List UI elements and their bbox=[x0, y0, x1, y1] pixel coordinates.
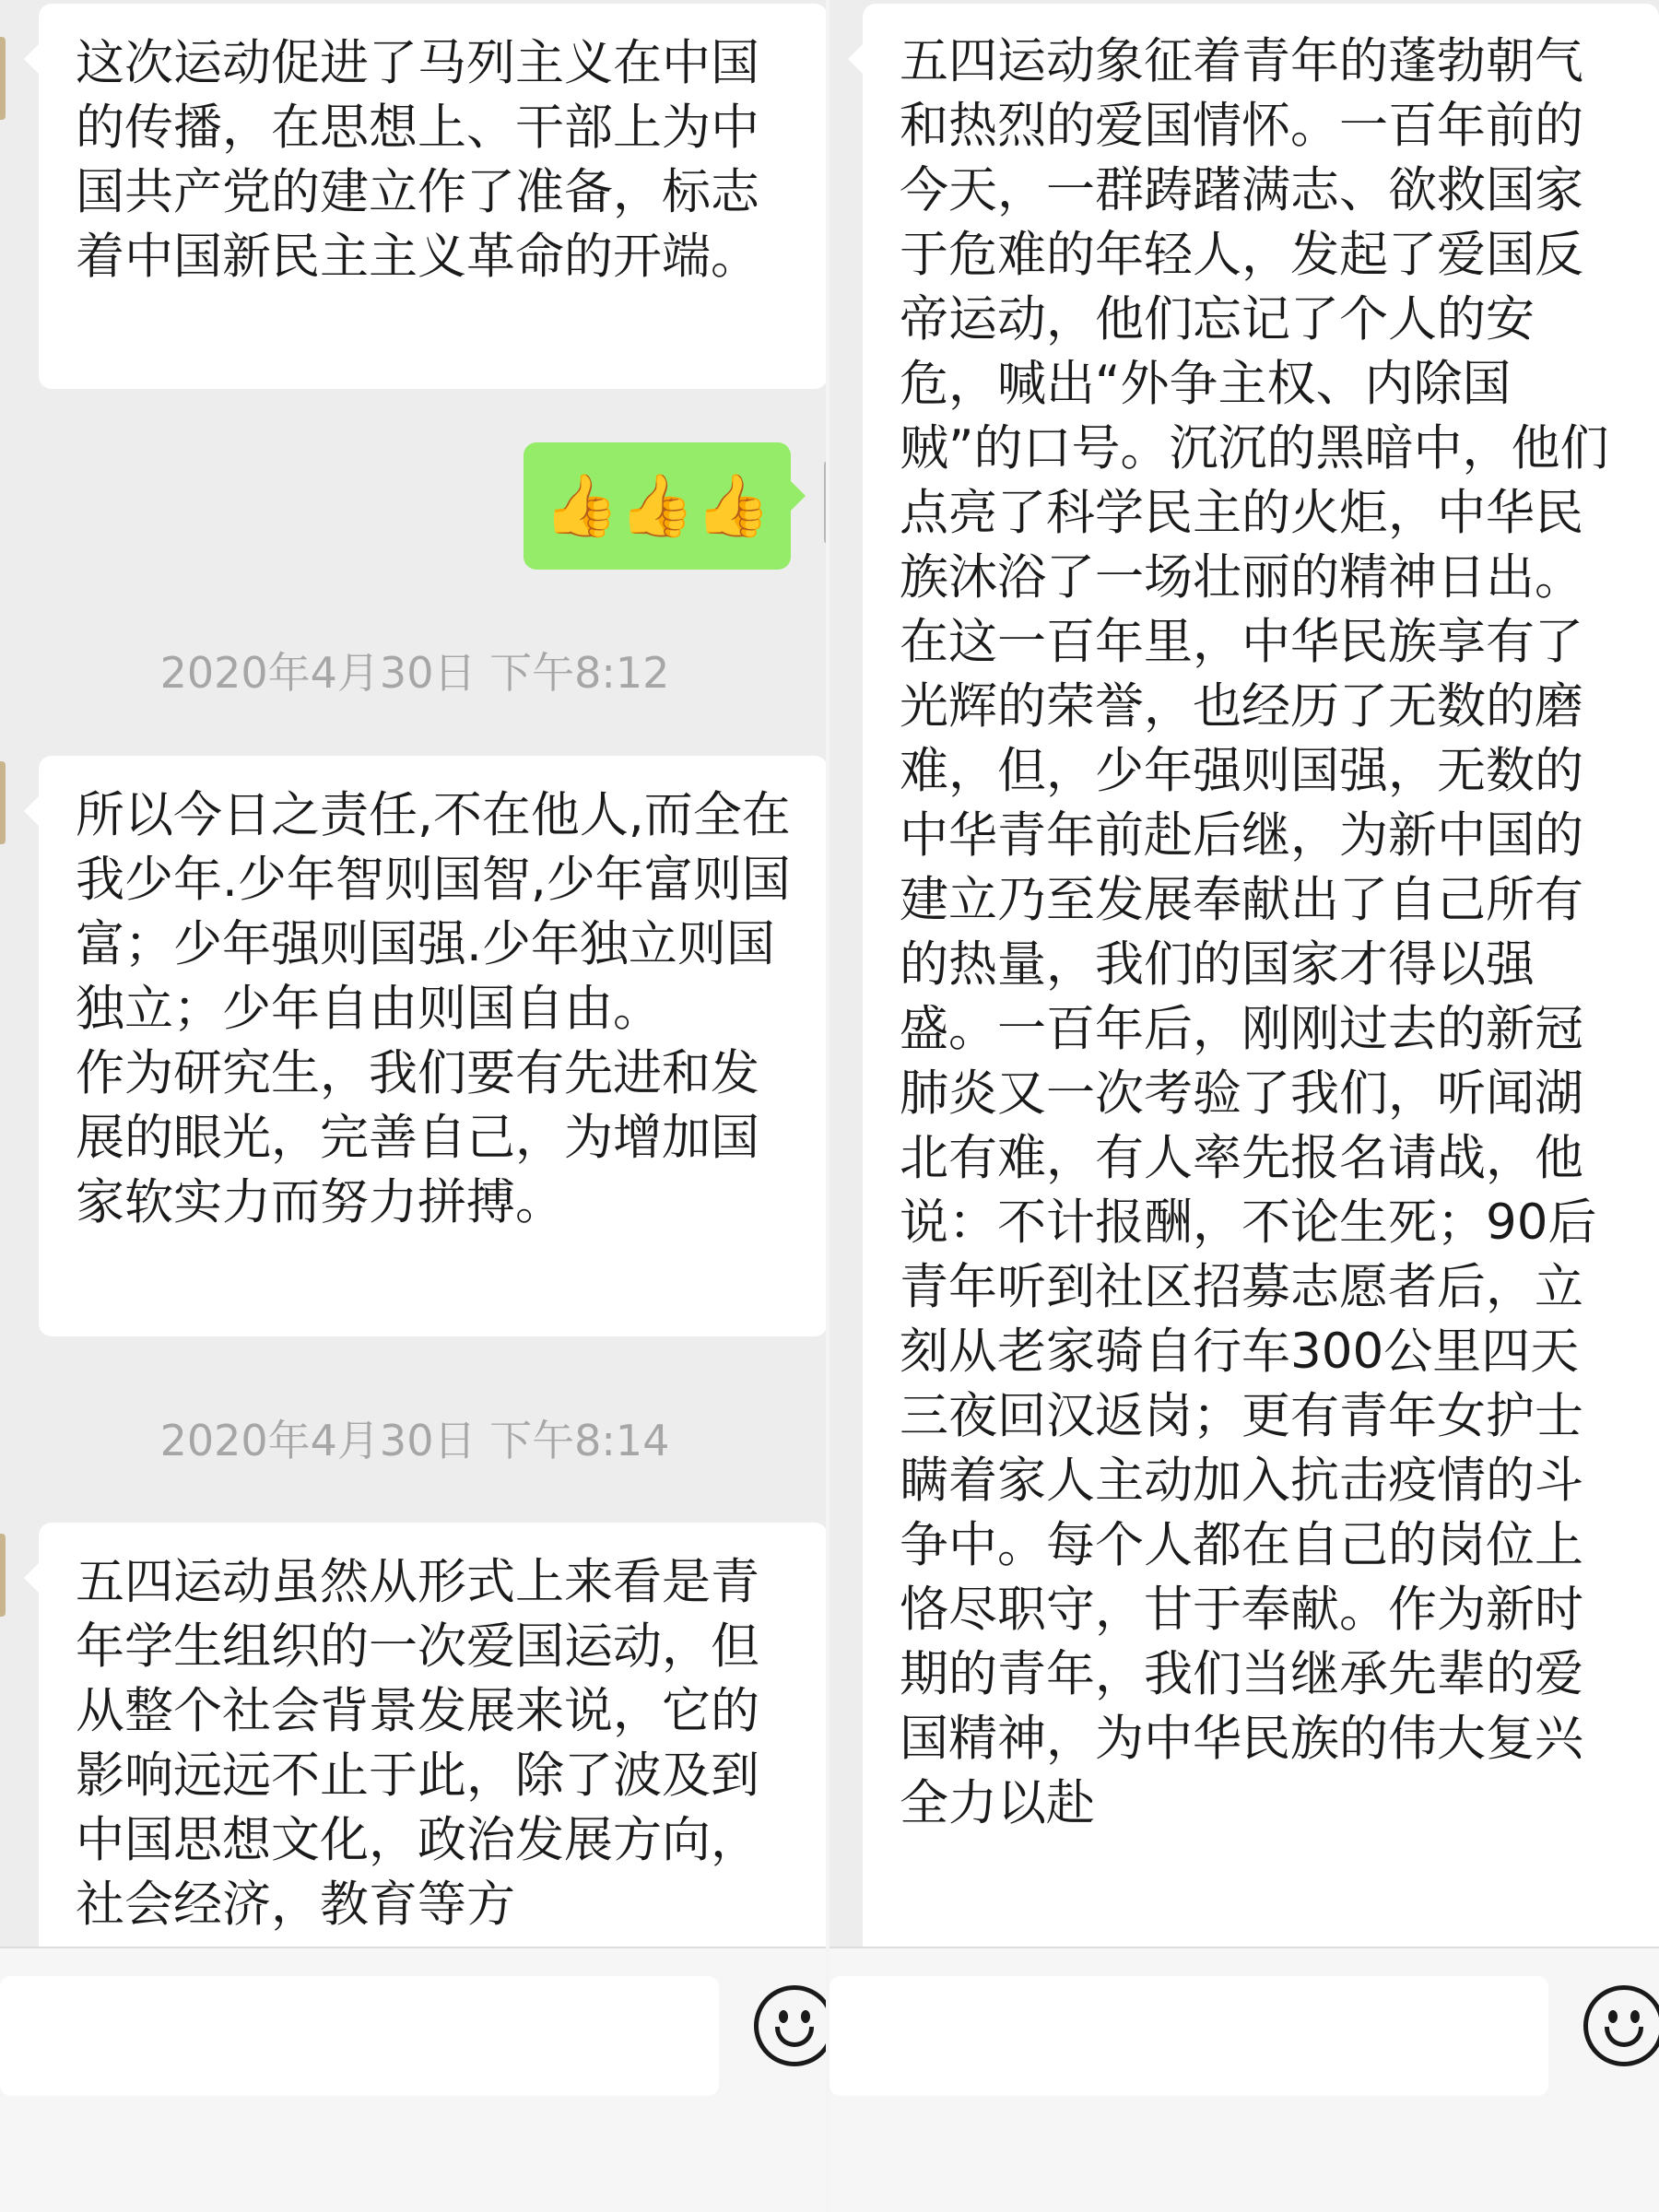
message-input[interactable] bbox=[0, 1976, 719, 2096]
message-bubble[interactable]: 所以今日之责任,不在他人,而全在我少年.少年智则国智,少年富则国富；少年强则国强.少年独立则国独立；少年自由则国自由。 作为研究生，我们要有先进和发展的眼光，完善自己，为增加国家软实力而努力拼搏。 bbox=[39, 756, 828, 1336]
message-bubble[interactable]: 五四运动象征着青年的蓬勃朝气和热烈的爱国情怀。一百年前的今天，一群踌躇满志、欲救国家于危难的年轻人，发起了爱国反帝运动，他们忘记了个人的安危，喊出“外争主权、内除国贼”的口号。沉沉的黑暗中，他们点亮了科学民主的火炬，中华民族沐浴了一场壮丽的精神日出。在这一百年里，中华民族享有了光辉的荣誉，也经历了无数的磨难，但，少年强则国强，无数的中华青年前赴后继，为新中国的建立乃至发展奉献出了自己所有的热量，我们的国家才得以强盛。一百年后，刚刚过去的新冠肺炎又一次考验了我们，听闻湖北有难，有人率先报名请战，他说：不计报酬，不论生死；90后青年听到社区招募志愿者后，立刻从老家骑自行车300公里四天三夜回汉返岗；更有青年女护士瞒着家人主动加入抗击疫情的斗争中。每个人都在自己的岗位上恪尽职守，甘于奉献。作为新时期的青年，我们当继承先辈的爱国精神，为中华民族的伟大复兴全力以赴 bbox=[863, 4, 1659, 1947]
message-input[interactable] bbox=[830, 1976, 1548, 2096]
message-timestamp: 2020年4月30日 下午8:12 bbox=[159, 648, 670, 698]
smiley-face-icon[interactable] bbox=[1583, 1985, 1659, 2066]
chat-panel-right bbox=[830, 0, 1659, 2212]
thumbs-up-icon: 👍👍👍 bbox=[543, 470, 771, 541]
message-bubble[interactable]: 五四运动虽然从形式上来看是青年学生组织的一次爱国运动，但从整个社会背景发展来说，它的影响远远不止于此，除了波及到中国思想文化，政治发展方向，社会经济，教育等方 bbox=[39, 1523, 828, 1947]
emoji-eye bbox=[1608, 2010, 1618, 2023]
chat-input-bar bbox=[0, 1947, 830, 2212]
emoji-eye bbox=[801, 2010, 810, 2023]
emoji-eye bbox=[779, 2010, 788, 2023]
avatar[interactable] bbox=[0, 1534, 6, 1617]
avatar[interactable] bbox=[0, 761, 6, 844]
message-bubble[interactable]: 这次运动促进了马列主义在中国的传播，在思想上、干部上为中国共产党的建立作了准备，标志着中国新民主主义革命的开端。 bbox=[39, 4, 828, 389]
emoji-mouth bbox=[1605, 2027, 1643, 2047]
message-list[interactable] bbox=[0, 0, 830, 1947]
message-timestamp: 2020年4月30日 下午8:14 bbox=[159, 1416, 670, 1465]
avatar[interactable] bbox=[0, 37, 6, 120]
emoji-mouth bbox=[775, 2027, 814, 2047]
emoji-eye bbox=[1630, 2010, 1640, 2023]
chat-input-bar bbox=[830, 1947, 1659, 2212]
message-list[interactable] bbox=[830, 0, 1659, 1947]
sent-message-bubble[interactable] bbox=[524, 442, 791, 570]
smiley-face-icon[interactable] bbox=[754, 1985, 830, 2066]
